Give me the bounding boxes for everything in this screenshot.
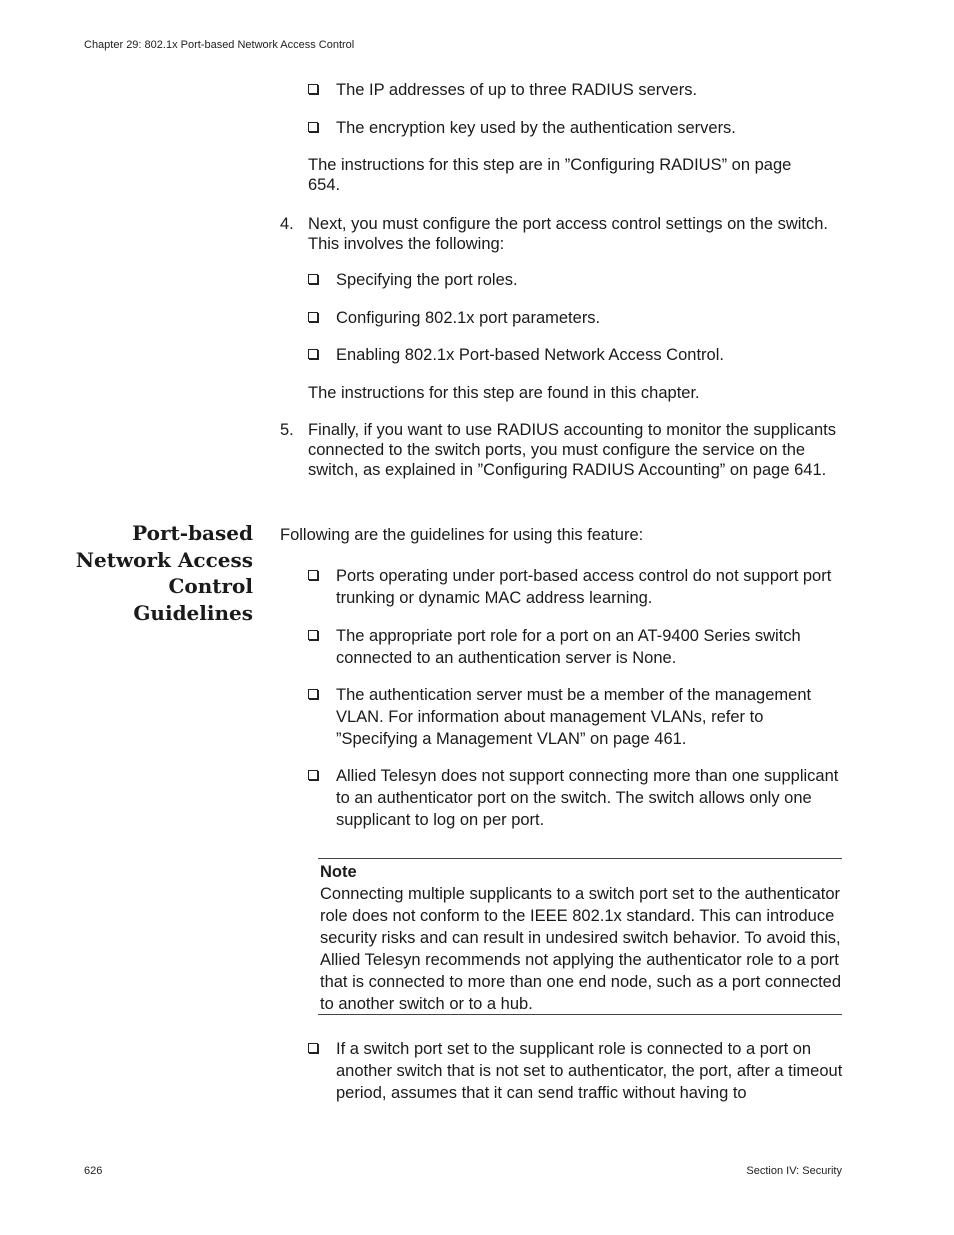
checkbox-icon <box>308 1043 318 1053</box>
checkbox-item: The appropriate port role for a port on an AT-9400 Series switch connected to an authentication server is None. <box>308 625 848 669</box>
step-4 <box>280 214 840 254</box>
running-footer: Section IV: Security <box>746 1165 842 1177</box>
checkbox-icon <box>308 630 318 640</box>
checkbox-item: The encryption key used by the authentication servers. <box>308 118 848 138</box>
checkbox-icon <box>308 312 318 322</box>
step-text: Next, you must configure the port access control settings on the switch. This involves the following: <box>308 215 828 253</box>
checkbox-item: Configuring 802.1x port parameters. <box>308 308 848 328</box>
paragraph: The instructions for this step are found in this chapter. <box>308 384 700 402</box>
checkbox-item: The authentication server must be a member of the management VLAN. For information about management VLANs, refer to ”Specifying a Management VLAN” on page 461. <box>308 684 848 750</box>
checkbox-icon <box>308 274 318 284</box>
running-header: Chapter 29: 802.1x Port-based Network Access Control <box>84 39 355 51</box>
checkbox-item: The IP addresses of up to three RADIUS servers. <box>308 80 848 100</box>
note-title: Note <box>320 863 357 881</box>
checkbox-icon <box>308 349 318 359</box>
checkbox-item: If a switch port set to the supplicant role is connected to a port on another switch that is not set to authenticator, the port, after a timeout period, assumes that it can send traffic without having to <box>308 1038 848 1104</box>
section-intro: Following are the guidelines for using this feature: <box>280 526 644 544</box>
page-number: 626 <box>84 1165 103 1177</box>
checkbox-icon <box>308 689 318 699</box>
section-heading: Port-based Network Access Control Guidelines <box>75 521 253 625</box>
step-5 <box>280 420 840 480</box>
paragraph: The instructions for this step are in ”Configuring RADIUS” on page 654. <box>308 156 792 194</box>
checkbox-item: Enabling 802.1x Port-based Network Access Control. <box>308 345 848 365</box>
checkbox-item: Specifying the port roles. <box>308 270 848 290</box>
checkbox-icon <box>308 570 318 580</box>
note-text: Connecting multiple supplicants to a switch port set to the authenticator role does not conform to the IEEE 802.1x standard. This can introduce security risks and can result in undesired switch behavior. To avoid this, Allied Telesyn recommends not applying the authenticator role to a port that is connected to more than one end node, such as a port connected to another switch or to a hub. <box>320 885 842 1013</box>
checkbox-item: Ports operating under port-based access control do not support port trunking or dynamic MAC address learning. <box>308 565 848 609</box>
step-number: 5. <box>280 421 294 439</box>
checkbox-item: Allied Telesyn does not support connecting more than one supplicant to an authenticator port on the switch. The switch allows only one supplicant to log on per port. <box>308 765 848 831</box>
checkbox-icon <box>308 770 318 780</box>
step-text: Finally, if you want to use RADIUS accounting to monitor the supplicants connected to the switch ports, you must configure the service on the switch, as explained in ”Configuring RADIUS Accounting” on page 641. <box>308 421 836 479</box>
checkbox-icon <box>308 84 318 94</box>
checkbox-icon <box>308 122 318 132</box>
note-box <box>318 858 842 1015</box>
step-number: 4. <box>280 215 294 233</box>
